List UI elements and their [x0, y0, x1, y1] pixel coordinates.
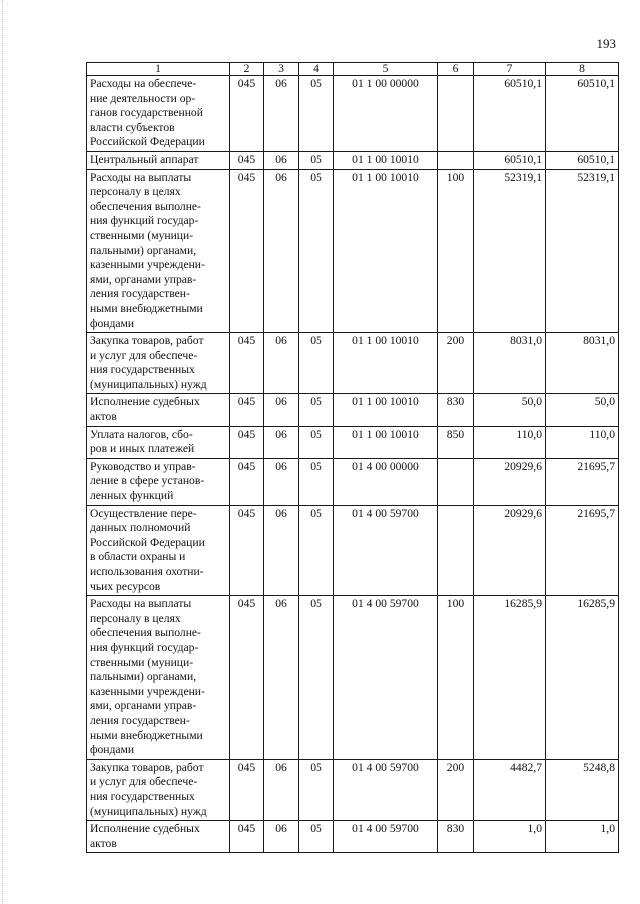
amount-year1-cell: 110,0	[474, 426, 546, 458]
section-cell: 06	[264, 426, 299, 458]
table-row	[87, 505, 619, 596]
gov-code-cell: 045	[230, 458, 264, 505]
row-name-cell: Расходы на обеспече- ние деятельности ор- ганов государственной власти субъектов Российской Федерации	[87, 76, 230, 152]
section-cell: 06	[264, 394, 299, 426]
gov-code-cell: 045	[230, 426, 264, 458]
target-item-cell: 01 1 00 10010	[334, 333, 438, 394]
section-cell: 06	[264, 458, 299, 505]
table-row	[87, 426, 619, 458]
row-name-cell: Закупка товаров, работ и услуг для обеспече- ния государственных (муниципальных) нужд	[87, 333, 230, 394]
amount-year1-cell: 8031,0	[474, 333, 546, 394]
column-header-2: 2	[230, 63, 264, 76]
amount-year2-cell: 110,0	[546, 426, 619, 458]
target-item-cell: 01 4 00 59700	[334, 596, 438, 760]
amount-year2-cell: 50,0	[546, 394, 619, 426]
amount-year2-cell: 60510,1	[546, 76, 619, 152]
amount-year1-cell: 4482,7	[474, 759, 546, 820]
table-row	[87, 151, 619, 169]
amount-year1-cell: 20929,6	[474, 505, 546, 596]
target-item-cell: 01 4 00 00000	[334, 458, 438, 505]
amount-year2-cell: 16285,9	[546, 596, 619, 760]
expense-type-cell: 200	[438, 759, 474, 820]
expense-type-cell	[438, 458, 474, 505]
subsection-cell: 05	[299, 394, 334, 426]
amount-year1-cell: 60510,1	[474, 76, 546, 152]
section-cell: 06	[264, 596, 299, 760]
table-row	[87, 596, 619, 760]
section-cell: 06	[264, 505, 299, 596]
row-name-cell: Уплата налогов, сбо- ров и иных платежей	[87, 426, 230, 458]
section-cell: 06	[264, 333, 299, 394]
expense-type-cell: 100	[438, 596, 474, 760]
subsection-cell: 05	[299, 505, 334, 596]
amount-year1-cell: 1,0	[474, 821, 546, 853]
row-name-cell: Расходы на выплаты персоналу в целях обеспечения выполне- ния функций государ- ственными (муници- пальными) органами, казенными учреждени- ями, органами управ- ления государствен- ными внебюджетными фондами	[87, 596, 230, 760]
gov-code-cell: 045	[230, 333, 264, 394]
row-name-cell: Руководство и управ- ление в сфере установ- ленных функций	[87, 458, 230, 505]
amount-year2-cell: 21695,7	[546, 458, 619, 505]
section-cell: 06	[264, 169, 299, 333]
subsection-cell: 05	[299, 426, 334, 458]
budget-table	[86, 62, 619, 853]
target-item-cell: 01 4 00 59700	[334, 505, 438, 596]
amount-year1-cell: 52319,1	[474, 169, 546, 333]
subsection-cell: 05	[299, 169, 334, 333]
expense-type-cell	[438, 76, 474, 152]
row-name-cell: Осуществление пере- данных полномочий Российской Федерации в области охраны и использования охотни- чьих ресурсов	[87, 505, 230, 596]
gov-code-cell: 045	[230, 169, 264, 333]
table-row	[87, 76, 619, 152]
table-row	[87, 169, 619, 333]
table-row	[87, 821, 619, 853]
expense-type-cell	[438, 151, 474, 169]
amount-year2-cell: 21695,7	[546, 505, 619, 596]
gov-code-cell: 045	[230, 596, 264, 760]
target-item-cell: 01 1 00 10010	[334, 426, 438, 458]
target-item-cell: 01 1 00 10010	[334, 169, 438, 333]
column-header-6: 6	[438, 63, 474, 76]
section-cell: 06	[264, 76, 299, 152]
subsection-cell: 05	[299, 151, 334, 169]
amount-year2-cell: 1,0	[546, 821, 619, 853]
expense-type-cell: 850	[438, 426, 474, 458]
target-item-cell: 01 1 00 00000	[334, 76, 438, 152]
subsection-cell: 05	[299, 333, 334, 394]
target-item-cell: 01 1 00 10010	[334, 394, 438, 426]
target-item-cell: 01 4 00 59700	[334, 821, 438, 853]
amount-year1-cell: 20929,6	[474, 458, 546, 505]
table-row	[87, 759, 619, 820]
table-row	[87, 458, 619, 505]
expense-type-cell: 200	[438, 333, 474, 394]
section-cell: 06	[264, 151, 299, 169]
subsection-cell: 05	[299, 759, 334, 820]
table-row	[87, 394, 619, 426]
gov-code-cell: 045	[230, 759, 264, 820]
expense-type-cell: 830	[438, 821, 474, 853]
subsection-cell: 05	[299, 458, 334, 505]
row-name-cell: Расходы на выплаты персоналу в целях обеспечения выполне- ния функций государ- ственными (муници- пальными) органами, казенными учреждени- ями, органами управ- ления государствен- ными внебюджетными фондами	[87, 169, 230, 333]
row-name-cell: Исполнение судебных актов	[87, 394, 230, 426]
table-row	[87, 333, 619, 394]
target-item-cell: 01 4 00 59700	[334, 759, 438, 820]
amount-year2-cell: 60510,1	[546, 151, 619, 169]
gov-code-cell: 045	[230, 151, 264, 169]
column-header-3: 3	[264, 63, 299, 76]
target-item-cell: 01 1 00 10010	[334, 151, 438, 169]
gov-code-cell: 045	[230, 76, 264, 152]
expense-type-cell: 830	[438, 394, 474, 426]
subsection-cell: 05	[299, 596, 334, 760]
subsection-cell: 05	[299, 76, 334, 152]
amount-year2-cell: 5248,8	[546, 759, 619, 820]
expense-type-cell	[438, 505, 474, 596]
page-edge-line	[2, 0, 4, 904]
row-name-cell: Исполнение судебных актов	[87, 821, 230, 853]
column-header-5: 5	[334, 63, 438, 76]
column-header-8: 8	[546, 63, 619, 76]
row-name-cell: Закупка товаров, работ и услуг для обеспече- ния государственных (муниципальных) нужд	[87, 759, 230, 820]
amount-year2-cell: 52319,1	[546, 169, 619, 333]
column-header-1: 1	[87, 63, 230, 76]
amount-year2-cell: 8031,0	[546, 333, 619, 394]
gov-code-cell: 045	[230, 821, 264, 853]
gov-code-cell: 045	[230, 394, 264, 426]
subsection-cell: 05	[299, 821, 334, 853]
section-cell: 06	[264, 821, 299, 853]
page-number: 193	[596, 36, 616, 51]
column-header-4: 4	[299, 63, 334, 76]
amount-year1-cell: 60510,1	[474, 151, 546, 169]
amount-year1-cell: 50,0	[474, 394, 546, 426]
column-header-7: 7	[474, 63, 546, 76]
amount-year1-cell: 16285,9	[474, 596, 546, 760]
gov-code-cell: 045	[230, 505, 264, 596]
table-header-row	[87, 63, 619, 76]
row-name-cell: Центральный аппарат	[87, 151, 230, 169]
table-body	[87, 76, 619, 853]
section-cell: 06	[264, 759, 299, 820]
expense-type-cell: 100	[438, 169, 474, 333]
